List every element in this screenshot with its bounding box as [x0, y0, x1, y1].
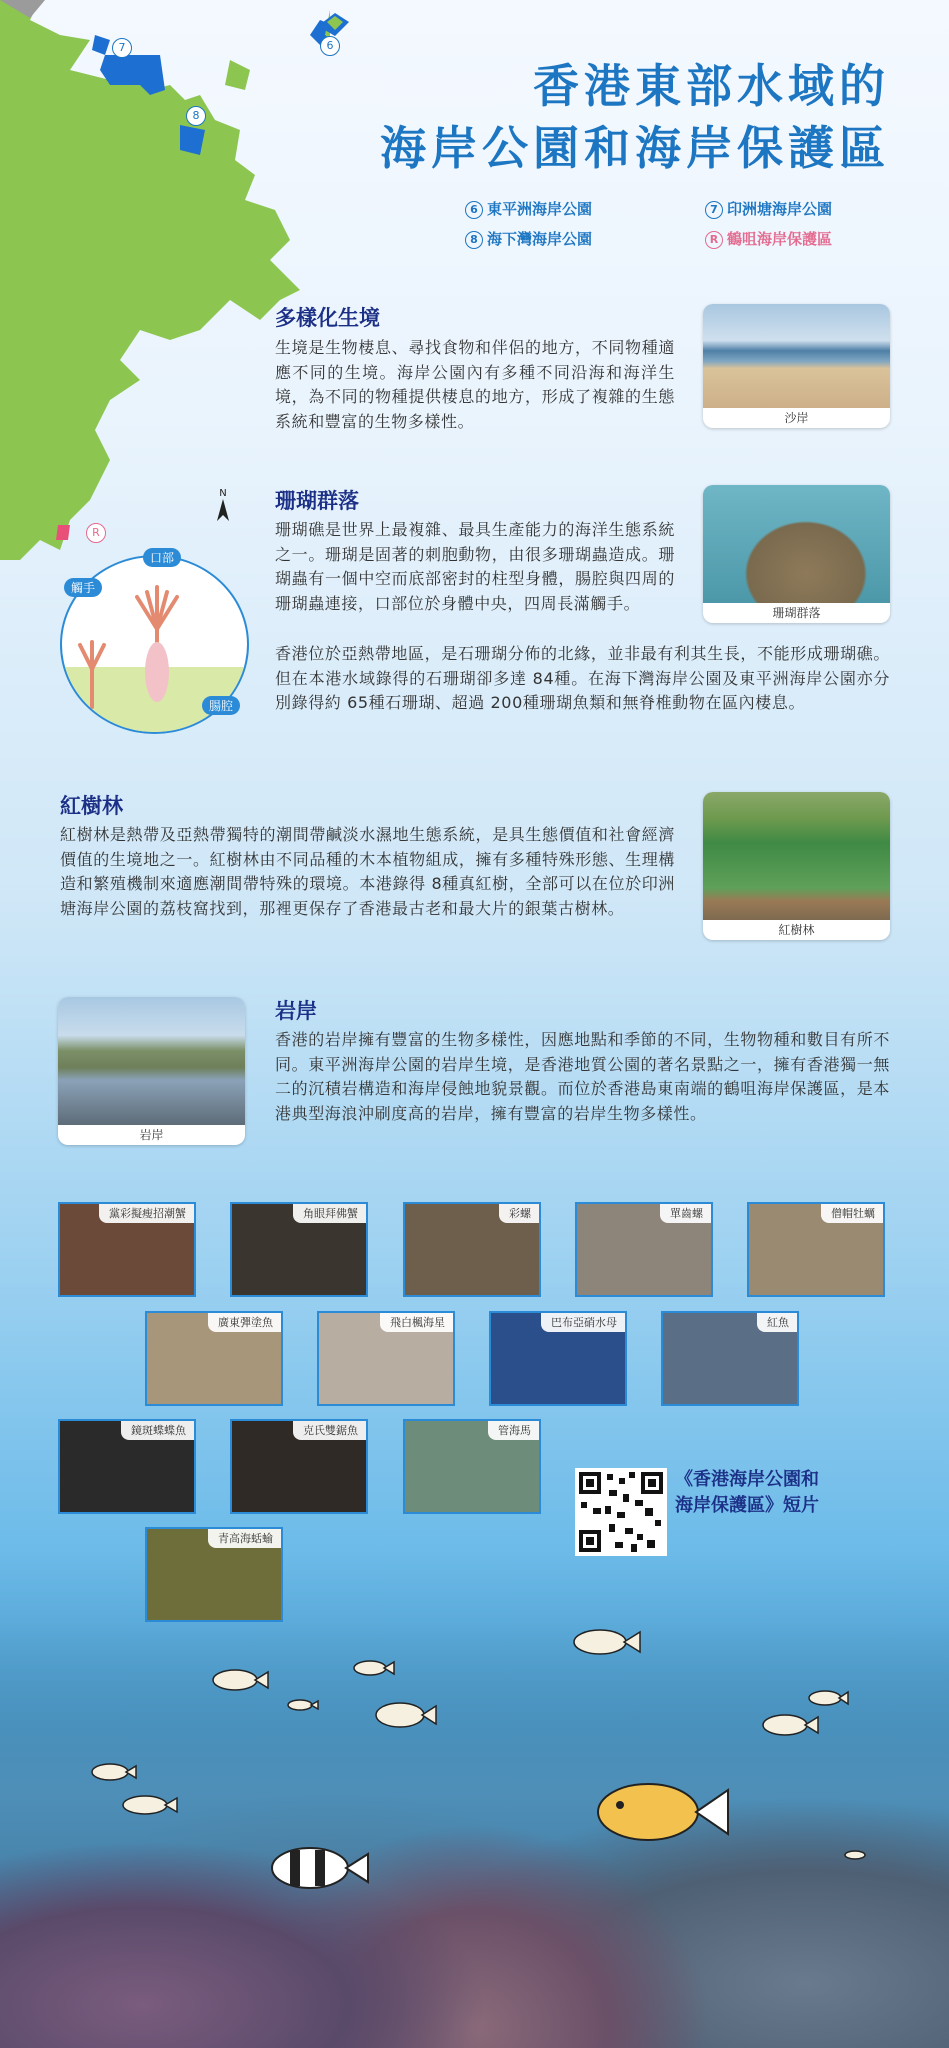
species-tile-clownfish: [230, 1419, 368, 1514]
habitat-body: 生境是生物棲息、尋找食物和伴侶的地方，不同物種適應不同的生境。海岸公園內有多種不同沿海和海洋生境，為不同的物種提供棲息的地方，形成了複雜的生態系統和豐富的生物多樣性。: [275, 338, 675, 431]
legend-number-6: 6: [465, 201, 483, 219]
species-tile-top-shell: [575, 1202, 713, 1297]
mangrove-caption: 紅樹林: [778, 923, 815, 937]
species-label: 彩螺: [499, 1204, 539, 1223]
legend-item-8: [465, 228, 592, 249]
map-marker-r: R: [86, 523, 106, 543]
title-line-1: 香港東部水域的: [533, 59, 890, 113]
species-tile-sea-star: [317, 1311, 455, 1406]
species-label: 廣東彈塗魚: [208, 1313, 281, 1332]
legend-item-6: [465, 198, 592, 219]
legend-label-r: 鶴咀海岸保護區: [727, 230, 833, 248]
species-label: 黨彩擬瘦招潮蟹: [99, 1204, 194, 1223]
rocky-shore-caption: 岩岸: [139, 1128, 164, 1142]
mangrove-photo: [703, 792, 890, 940]
coral-body-2: 香港位於亞熱帶地區，是石珊瑚分佈的北緣，並非最有利其生長，不能形成珊瑚礁。但在本港水域錄得的石珊瑚卻多達 84種。在海下灣海岸公園及東平洲海岸公園亦分別錄得約 65種石珊瑚、超過 200種珊瑚魚類和無脊椎動物在區內棲息。: [275, 644, 890, 712]
mangrove-body: 紅樹林是熱帶及亞熱帶獨特的潮間帶鹹淡水濕地生態系統，是具生態價值和社會經濟價值的生境地之一。紅樹林由不同品種的木本植物組成，擁有多種特殊形態、生理構造和繁殖機制來適應潮間帶特殊的環境。本港錄得 8種真紅樹，全部可以在位於印洲塘海岸公園的荔枝窩找到，那裡更保存了香港最古老和最大片的銀葉古樹林。: [60, 825, 675, 918]
video-qr-code[interactable]: [575, 1468, 667, 1556]
coral-community-photo: [703, 485, 890, 623]
north-label: N: [219, 488, 227, 499]
species-label: 鏡斑蝶蝶魚: [121, 1421, 194, 1440]
mangrove-heading: 紅樹林: [60, 794, 123, 818]
legend-item-7: [705, 198, 832, 219]
rocky-shore-heading: 岩岸: [275, 999, 317, 1023]
legend-number-8: 8: [465, 231, 483, 249]
video-link-text[interactable]: [675, 1467, 819, 1519]
species-label: 管海馬: [488, 1421, 539, 1440]
sandy-shore-caption: 沙岸: [784, 411, 809, 425]
species-tile-ghost-crab: [230, 1202, 368, 1297]
species-label: 飛白楓海星: [380, 1313, 453, 1332]
poster-title: [250, 55, 890, 179]
species-label: 青高海蛞蝓: [208, 1529, 281, 1548]
boxfish-icon: [598, 1784, 728, 1840]
species-label: 單齒螺: [660, 1204, 711, 1223]
label-tentacle: 觸手: [64, 578, 102, 597]
legend-number-7: 7: [705, 201, 723, 219]
species-tile-oyster: [747, 1202, 885, 1297]
tung-ping-chau-island: [313, 8, 353, 38]
species-tile-fiddler-crab: [58, 1202, 196, 1297]
legend-label-6: 東平洲海岸公園: [487, 200, 593, 218]
map-marker-6: 6: [320, 36, 340, 56]
video-text-line-2: 海岸保護區》短片: [675, 1495, 819, 1516]
species-label: 克氏雙鋸魚: [293, 1421, 366, 1440]
label-mouth: 口部: [143, 548, 181, 567]
habitat-heading: 多樣化生境: [275, 306, 380, 330]
rocky-shore-body: 香港的岩岸擁有豐富的生物多樣性，因應地點和季節的不同，生物物種和數目有所不同。東平洲海岸公園的岩岸生境，是香港地質公園的著名景點之一，擁有香港獨一無二的沉積岩構造和海岸侵蝕地貌景觀。而位於香港島東南端的鶴咀海岸保護區，是本港典型海浪沖刷度高的岩岸，擁有豐富的岩岸生物多樣性。: [275, 1030, 890, 1123]
legend-number-r: R: [705, 231, 723, 249]
species-tile-butterflyfish: [58, 1419, 196, 1514]
species-tile-nudibranch: [145, 1527, 283, 1622]
label-gut: 腸腔: [202, 696, 240, 715]
species-label: 巴布亞硝水母: [541, 1313, 625, 1332]
species-label: 僧帽牡蠣: [821, 1204, 883, 1223]
sandy-shore-photo: [703, 304, 890, 428]
map-marker-8: 8: [186, 106, 206, 126]
species-tile-periwinkle: [403, 1202, 541, 1297]
coral-body: 珊瑚礁是世界上最複雜、最具生產能力的海洋生態系統之一。珊瑚是固著的刺胞動物，由很多珊瑚蟲造成。珊瑚蟲有一個中空而底部密封的柱型身體，腸腔與四周的珊瑚蟲連接，口部位於身體中央，四周長滿觸手。: [275, 520, 675, 613]
species-label: 紅魚: [757, 1313, 797, 1332]
reef-fish-illustrations: [0, 1620, 949, 2048]
coral-heading: 珊瑚群落: [275, 489, 359, 513]
clownfish-icon: [272, 1848, 368, 1888]
species-tile-jellyfish: [489, 1311, 627, 1406]
species-tile-red-snapper: [661, 1311, 799, 1406]
species-tile-seahorse: [403, 1419, 541, 1514]
title-line-2: 海岸公園和海岸保護區: [380, 121, 890, 175]
rocky-shore-photo: [58, 997, 245, 1145]
video-text-line-1: 《香港海岸公園和: [675, 1469, 819, 1490]
north-arrow-icon: [215, 488, 231, 524]
legend-label-8: 海下灣海岸公園: [487, 230, 593, 248]
species-label: 角眼拜佛蟹: [293, 1204, 366, 1223]
coral-community-caption: 珊瑚群落: [772, 606, 821, 620]
legend-item-r: [705, 228, 832, 249]
legend-label-7: 印洲塘海岸公園: [727, 200, 833, 218]
map-marker-7: 7: [112, 38, 132, 58]
species-tile-mudskipper: [145, 1311, 283, 1406]
